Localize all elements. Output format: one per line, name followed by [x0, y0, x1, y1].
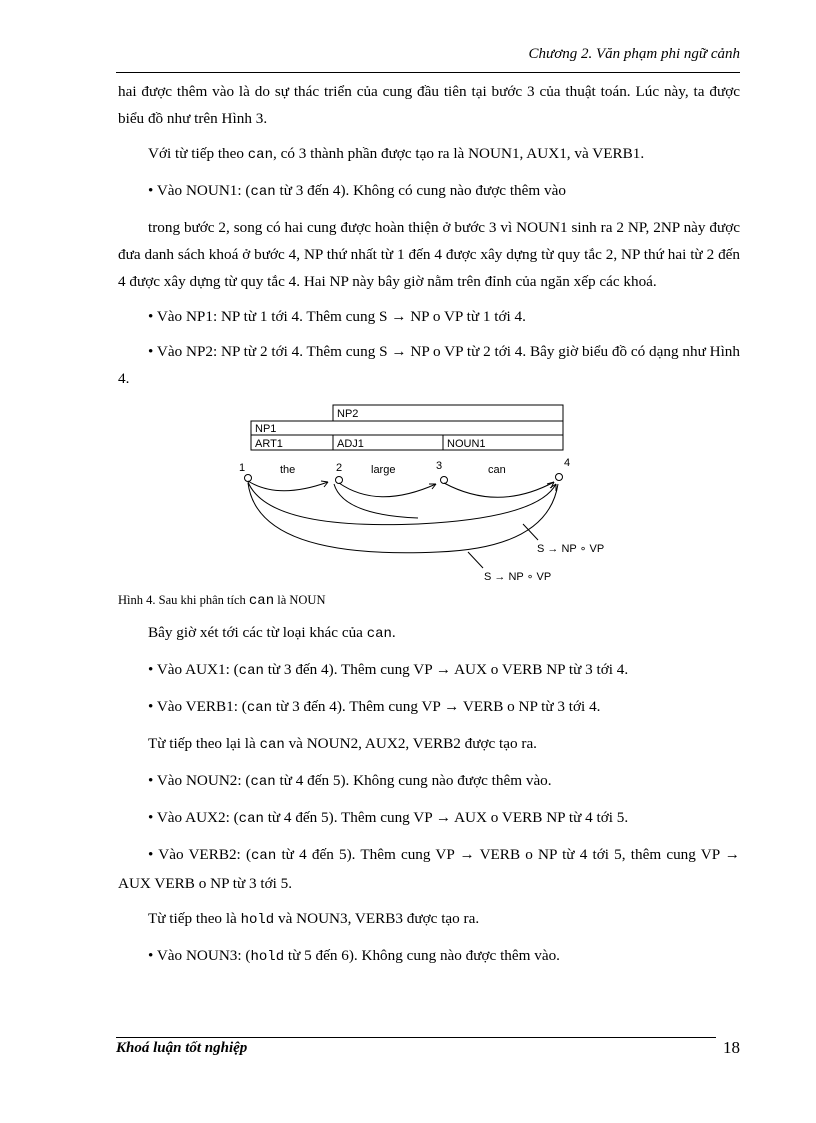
arc-can: [444, 482, 554, 497]
chart-node: [336, 477, 343, 484]
bullet-item: • Vào AUX1: (can từ 3 đến 4). Thêm cung VP → AUX o VERB NP từ 3 tới 4.: [148, 661, 629, 679]
arc-the: [248, 481, 328, 491]
bullet-item: • Vào AUX2: (can từ 4 đến 5). Thêm cung VP → AUX o VERB NP từ 4 tới 5.: [148, 809, 629, 827]
node-label: 2: [336, 462, 343, 474]
page-header: Chương 2. Văn phạm phi ngữ cảnh: [528, 46, 740, 62]
cell-art1: ART1: [255, 438, 283, 450]
bullet-item: • Vào NOUN1: (can từ 3 đến 4). Không có cung nào được thêm vào: [148, 182, 566, 200]
arc-s-2: [248, 483, 558, 553]
bullet-item: • Vào NP1: NP từ 1 tới 4. Thêm cung S → NP o VP từ 1 tới 4.: [148, 308, 526, 325]
bullet-item: • Vào VERB1: (can từ 3 đến 4). Thêm cung VP → VERB o NP từ 3 tới 4.: [148, 698, 601, 716]
arc-s-np2: [334, 484, 418, 518]
figure-caption: Hình 4. Sau khi phân tích can là NOUN: [118, 593, 326, 609]
arc-label: S → NP ∘ VP: [484, 571, 552, 583]
node-label: 1: [239, 462, 246, 474]
chart-figure: [118, 400, 740, 590]
chart-diagram: [118, 400, 740, 590]
bullet-item: • Vào VERB2: (can từ 4 đến 5). Thêm cung VP → VERB o NP từ 4 tới 5, thêm cung VP → AUX VERB o NP từ 3 tới 5.: [118, 846, 740, 892]
arc-s-1: [248, 482, 556, 525]
chart-node: [245, 475, 252, 482]
footer-rule: [116, 1037, 716, 1038]
page-body: [118, 78, 740, 979]
bullet-item: • Vào NOUN2: (can từ 4 đến 5). Không cung nào được thêm vào.: [148, 772, 552, 790]
word-label: large: [371, 464, 396, 476]
node-label: 3: [436, 460, 443, 472]
paragraph: Từ tiếp theo lại là can và NOUN2, AUX2, VERB2 được tạo ra.: [148, 735, 537, 753]
paragraph: hai được thêm vào là do sự thác triển của cung đầu tiên tại bước 3 của thuật toán. Lúc này, ta được biểu đồ như trên Hình 3.: [118, 83, 740, 127]
word-label: the: [280, 464, 296, 476]
paragraph: trong bước 2, song có hai cung được hoàn thiện ở bước 3 vì NOUN1 sinh ra 2 NP, 2NP này được đưa danh sách khoá ở bước 4, NP thứ nhất từ 1 đến 4 được xây dựng từ quy tắc 2, NP thứ hai từ 2 đến 4 được xây dựng từ quy tắc 4. Hai NP này bây giờ nằm trên đỉnh của ngăn xếp các khoá.: [118, 219, 740, 290]
chart-node: [441, 477, 448, 484]
word-label: can: [488, 464, 506, 476]
paragraph: Từ tiếp theo là hold và NOUN3, VERB3 được tạo ra.: [148, 910, 480, 928]
page-number: 18: [723, 1038, 740, 1057]
np1-label: NP1: [255, 423, 277, 435]
header-rule: [116, 72, 740, 73]
footer-title: Khoá luận tốt nghiệp: [116, 1040, 248, 1056]
callout-line: [468, 552, 483, 568]
word-row: [251, 435, 563, 450]
bullet-item: • Vào NOUN3: (hold từ 5 đến 6). Không cung nào được thêm vào.: [148, 947, 560, 965]
node-label: 4: [564, 457, 571, 469]
cell-noun1: NOUN1: [447, 438, 486, 450]
np2-label: NP2: [337, 408, 359, 420]
arc-label: S → NP ∘ VP: [537, 543, 605, 555]
bullet-item: • Vào NP2: NP từ 2 tới 4. Thêm cung S → NP o VP từ 2 tới 4. Bây giờ biểu đồ có dạng như Hình 4.: [118, 343, 740, 387]
cell-adj1: ADJ1: [337, 438, 364, 450]
paragraph: Bây giờ xét tới các từ loại khác của can.: [148, 624, 396, 642]
np2-box: [333, 405, 563, 421]
np1-box: [251, 421, 563, 435]
paragraph: Với từ tiếp theo can, có 3 thành phần được tạo ra là NOUN1, AUX1, và VERB1.: [148, 145, 645, 163]
arc-large: [339, 483, 436, 497]
chart-node: [556, 474, 563, 481]
